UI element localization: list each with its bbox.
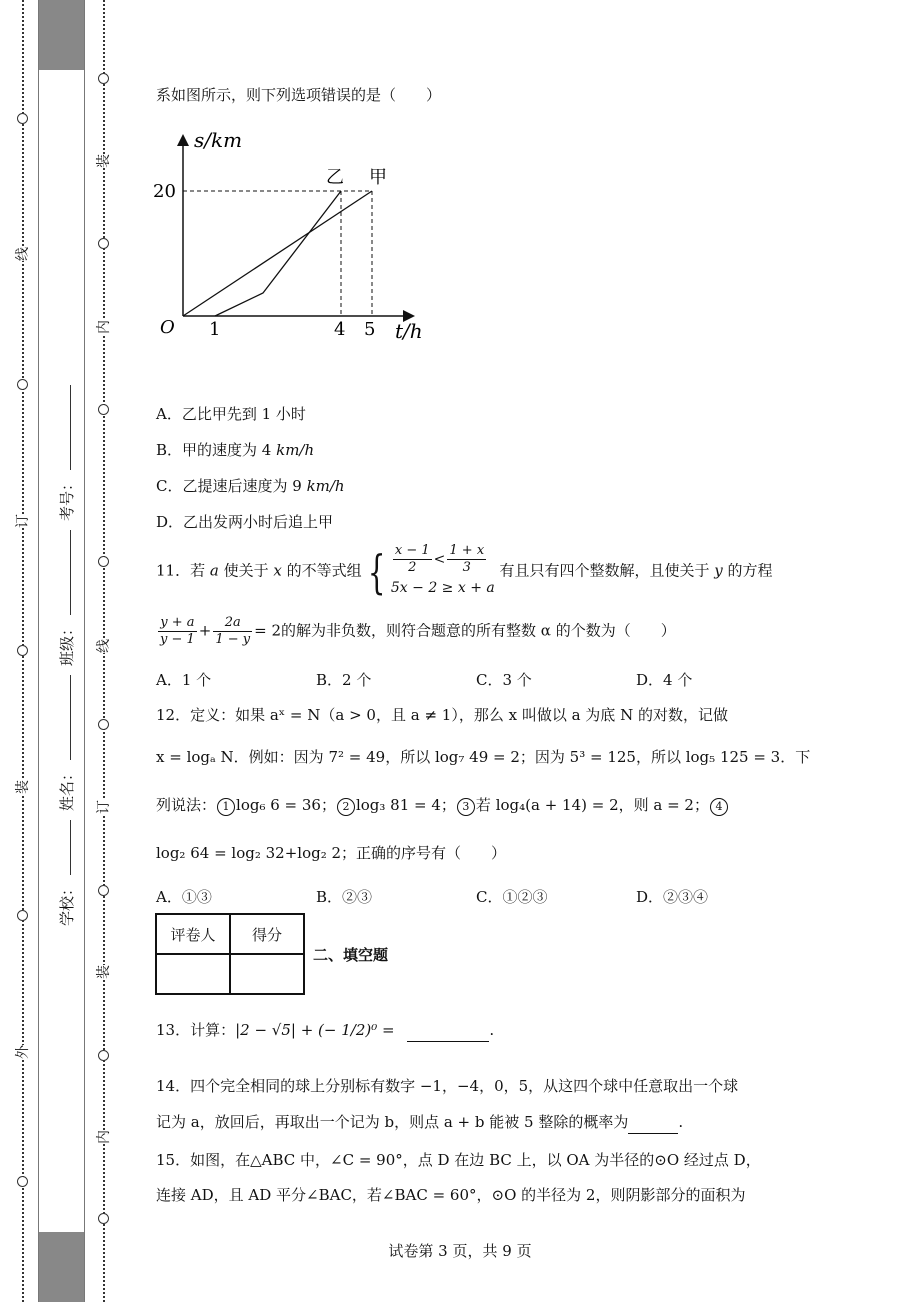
q12-line3	[156, 794, 729, 816]
q14-text: 记为 a，放回后，再取出一个记为 b，则点 a + b 能被 5 整除的概率为	[156, 1113, 629, 1131]
q11-frac: $\frac{x - 1}{2}$	[394, 543, 430, 575]
q10-option-b-unit: km/h	[276, 441, 315, 459]
margin-char-ding: 订	[96, 800, 112, 814]
line-jia	[183, 191, 372, 316]
q12-line1: 12．定义：如果 aˣ = N（a > 0，且 a ≠ 1），那么 x 叫做以 a 为底 N 的对数，记做	[156, 706, 728, 724]
x-tick-5: 5	[364, 319, 376, 340]
q10-distance-time-graph	[150, 125, 430, 350]
q11-frac: $\frac{1 + x}{3}$	[449, 543, 485, 575]
binding-circle	[98, 238, 109, 249]
margin-char-zhuang: 装	[96, 154, 112, 168]
q11-var-y: y	[714, 561, 723, 580]
section-heading-fill-in: 二、填空题	[313, 946, 389, 964]
q11-eq-frac: $\frac{2a}{1 - y}$	[215, 615, 251, 647]
page-footer: 试卷第 3 页，共 9 页	[388, 1242, 532, 1260]
q12-line4: log₂ 64 = log₂ 32+log₂ 2；正确的序号有（ ）	[156, 844, 507, 862]
q11-option-d: D．4 个	[636, 671, 693, 689]
q12-line2: x = logₐ N．例如：因为 7² = 49，所以 log₇ 49 = 2；因为 5³ = 125，所以 log₅ 125 = 3．下	[156, 748, 811, 766]
q12-option-b: B．②③	[316, 888, 373, 906]
q12-statement-1: log₆ 6 = 36；	[236, 796, 336, 814]
q11-inequality-system	[391, 543, 495, 600]
q11-brace: {	[367, 544, 386, 599]
margin-char-ding: 订	[15, 514, 31, 528]
q13-expression: |2 − √5| + (− 1/2)⁰ =	[235, 1021, 395, 1039]
q12-statement-3-marker: 3	[457, 798, 475, 816]
y-axis-label: s/km	[194, 128, 243, 152]
q11-text: 使关于	[218, 561, 274, 580]
binding-circle	[98, 556, 109, 567]
q12-statement-2-marker: 2	[337, 798, 355, 816]
margin-char-nei: 内	[96, 1130, 112, 1144]
school-label: 学校：	[58, 880, 77, 927]
q10-option-a: A．乙比甲先到 1 小时	[156, 405, 306, 423]
binding-circle	[17, 113, 28, 124]
score-table-score-cell[interactable]	[230, 954, 304, 994]
binding-circle	[17, 910, 28, 921]
binding-rule	[38, 0, 39, 1302]
q12-statement-1-marker: 1	[217, 798, 235, 816]
q11-text: 有且只有四个整数解，且使关于	[494, 561, 715, 580]
x-tick-1: 1	[209, 319, 221, 340]
q10-option-c	[156, 475, 345, 497]
q12-option-a: A．①③	[156, 888, 212, 906]
q11-text: 的不等式组	[281, 561, 362, 580]
binding-circle	[98, 73, 109, 84]
q11-text: 11．若	[156, 561, 210, 580]
q14-line1: 14．四个完全相同的球上分别标有数字 −1，−4，0，5，从这四个球中任意取出一个球	[156, 1077, 739, 1095]
name-label: 姓名：	[58, 765, 77, 812]
school-underline	[70, 820, 71, 875]
q12-text: 列说法：	[156, 796, 217, 814]
q10-option-b	[156, 439, 314, 461]
binding-circle	[98, 719, 109, 730]
q11-ineq2: 5x − 2 ≥ x + a	[390, 580, 495, 596]
q11-option-b: B．2 个	[316, 671, 372, 689]
binding-circle	[17, 645, 28, 656]
x-tick-4: 4	[334, 319, 346, 340]
q10-intro: 系如图所示，则下列选项错误的是（ ）	[156, 86, 442, 104]
q13-text: 13．计算：	[156, 1021, 236, 1039]
margin-char-xian: 线	[96, 639, 112, 653]
q12-statement-4-marker: 4	[710, 798, 728, 816]
margin-char-zhuang: 装	[96, 965, 112, 979]
label-jia: 甲	[369, 167, 387, 188]
x-axis-label: t/h	[395, 319, 423, 343]
q10-option-d: D．乙出发两小时后追上甲	[156, 513, 334, 531]
q10-option-b-text: B．甲的速度为 4	[156, 441, 277, 459]
binding-circle	[98, 885, 109, 896]
q11-text: 的解为非负数，则符合题意的所有整数 α 的个数为（ ）	[281, 621, 676, 640]
exam-no-label: 考号：	[58, 475, 77, 522]
margin-char-wai: 外	[15, 1045, 31, 1059]
q11-eq-rhs: = 2	[254, 621, 282, 640]
q11-line2	[156, 615, 676, 648]
binding-circle	[98, 1213, 109, 1224]
class-label: 班级：	[58, 620, 77, 667]
binding-circle	[17, 379, 28, 390]
binding-circle	[98, 404, 109, 415]
q13-tail: .	[489, 1021, 495, 1039]
score-table-score-header: 得分	[230, 914, 304, 954]
exam-no-underline	[70, 385, 71, 470]
score-table-grader-cell[interactable]	[156, 954, 230, 994]
y-tick-20: 20	[153, 181, 176, 202]
margin-char-nei: 内	[96, 320, 112, 334]
score-table-grader-header: 评卷人	[156, 914, 230, 954]
q10-option-c-text: C．乙提速后速度为 9	[156, 477, 307, 495]
score-table	[155, 913, 305, 995]
q11-var-x: x	[273, 561, 282, 580]
label-yi: 乙	[326, 167, 344, 188]
q13-line	[156, 1019, 494, 1042]
q13-answer-blank[interactable]	[407, 1019, 489, 1042]
q11-eq-plus: +	[198, 621, 212, 640]
q11-option-c: C．3 个	[476, 671, 532, 689]
binding-rule	[84, 0, 85, 1302]
q12-option-c: C．①②③	[476, 888, 548, 906]
q12-statement-2: log₃ 81 = 4；	[355, 796, 456, 814]
q10-option-c-unit: km/h	[306, 477, 345, 495]
q11-eq-frac: $\frac{y + a}{y - 1}$	[160, 615, 195, 647]
margin-char-zhuang: 装	[15, 780, 31, 794]
class-underline	[70, 530, 71, 615]
q11-option-a: A．1 个	[156, 671, 212, 689]
q11-var-a: a	[209, 561, 219, 580]
name-underline	[70, 675, 71, 760]
q11-rel: <	[433, 551, 446, 568]
q15-line2: 连接 AD，且 AD 平分∠BAC，若∠BAC = 60°，⊙O 的半径为 2，则阴影部分的面积为	[156, 1186, 746, 1204]
q14-tail: .	[678, 1113, 684, 1131]
binding-circle	[17, 1176, 28, 1187]
q11-text: 的方程	[722, 561, 773, 580]
origin-label: O	[160, 317, 175, 338]
q14-line2	[156, 1111, 683, 1134]
q11-line1	[156, 543, 773, 600]
q12-option-d: D．②③④	[636, 888, 709, 906]
q15-line1: 15．如图，在△ABC 中，∠C = 90°，点 D 在边 BC 上，以 OA 为半径的⊙O 经过点 D，	[156, 1151, 761, 1169]
q14-answer-blank[interactable]	[628, 1111, 678, 1134]
binding-circle	[98, 1050, 109, 1061]
margin-char-xian: 线	[15, 247, 31, 261]
q12-statement-3: 若 log₄(a + 14) = 2，则 a = 2；	[475, 796, 709, 814]
binding-band-top	[38, 0, 84, 70]
